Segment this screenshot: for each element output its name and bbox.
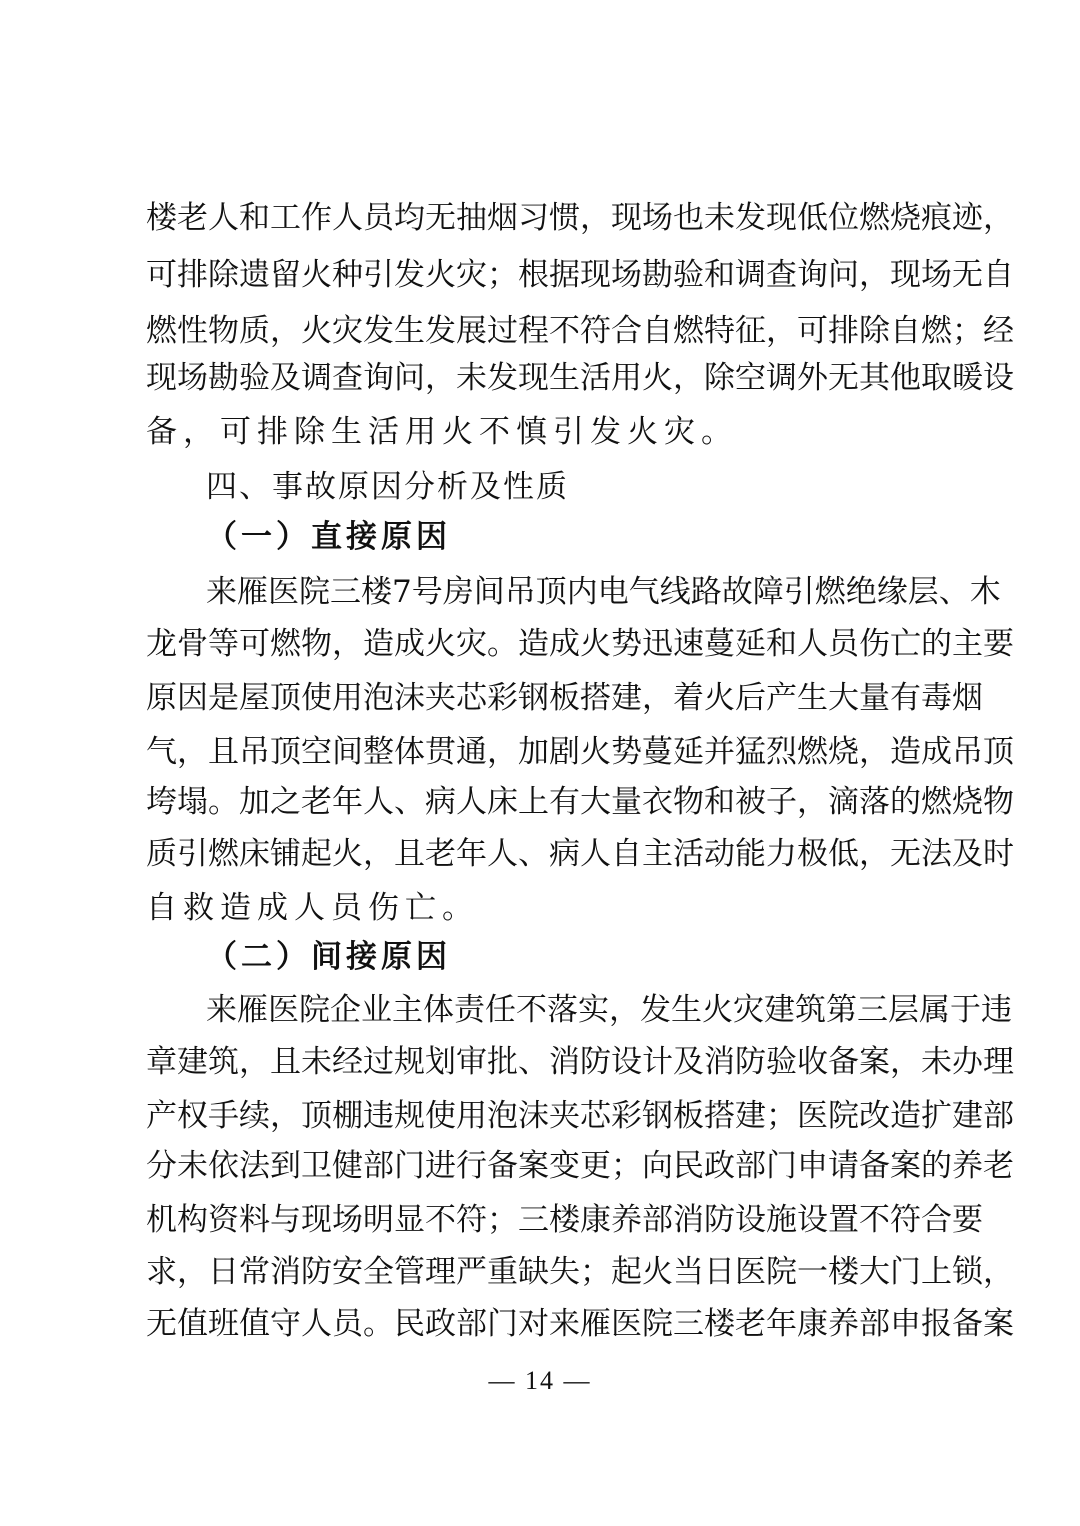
paragraph-line: 原因是屋顶使用泡沫夹芯彩钢板搭建，着火后产生大量有毒烟 <box>146 680 983 716</box>
paragraph-line: 龙骨等可燃物，造成火灾。造成火势迅速蔓延和人员伤亡的主要 <box>146 626 1014 662</box>
paragraph-line: 来雁医院企业主体责任不落实，发生火灾建筑第三层属于违 <box>206 992 1012 1028</box>
paragraph-line: 求，日常消防安全管理严重缺失；起火当日医院一楼大门上锁， <box>146 1254 1014 1290</box>
paragraph-line: 分未依法到卫健部门进行备案变更；向民政部门申请备案的养老 <box>146 1148 1014 1184</box>
paragraph-line: 无值班值守人员。民政部门对来雁医院三楼老年康养部申报备案 <box>146 1306 1014 1342</box>
paragraph-line: 可排除遗留火种引发火灾；根据现场勘验和调查询问，现场无自 <box>146 257 1014 293</box>
paragraph-line: 现场勘验及调查询问，未发现生活用火，除空调外无其他取暖设 <box>146 360 1014 396</box>
direct-cause-heading: （一）直接原因 <box>206 519 451 555</box>
paragraph-line: 机构资料与现场明显不符；三楼康养部消防设施设置不符合要 <box>146 1202 983 1238</box>
paragraph-line: 自救造成人员伤亡。 <box>146 890 479 926</box>
paragraph-line: 垮塌。加之老年人、病人床上有大量衣物和被子，滴落的燃烧物 <box>146 784 1014 820</box>
section-heading: 四、事故原因分析及性质 <box>206 469 569 505</box>
paragraph-line: 燃性物质，火灾发生发展过程不符合自燃特征，可排除自燃；经 <box>146 313 1014 349</box>
indirect-cause-heading: （二）间接原因 <box>206 939 451 975</box>
paragraph-line: 楼老人和工作人员均无抽烟习惯，现场也未发现低位燃烧痕迹， <box>146 200 1014 236</box>
paragraph-line: 来雁医院三楼7号房间吊顶内电气线路故障引燃绝缘层、木 <box>206 574 1001 610</box>
page-number: — 14 — <box>488 1366 592 1395</box>
paragraph-line: 章建筑，且未经过规划审批、消防设计及消防验收备案，未办理 <box>146 1044 1014 1080</box>
paragraph-line: 备，可排除生活用火不慎引发火灾。 <box>146 414 738 450</box>
paragraph-line: 气，且吊顶空间整体贯通，加剧火势蔓延并猛烈燃烧，造成吊顶 <box>146 734 1014 770</box>
paragraph-line: 质引燃床铺起火，且老年人、病人自主活动能力极低，无法及时 <box>146 836 1014 872</box>
paragraph-line: 产权手续，顶棚违规使用泡沫夹芯彩钢板搭建；医院改造扩建部 <box>146 1098 1014 1134</box>
